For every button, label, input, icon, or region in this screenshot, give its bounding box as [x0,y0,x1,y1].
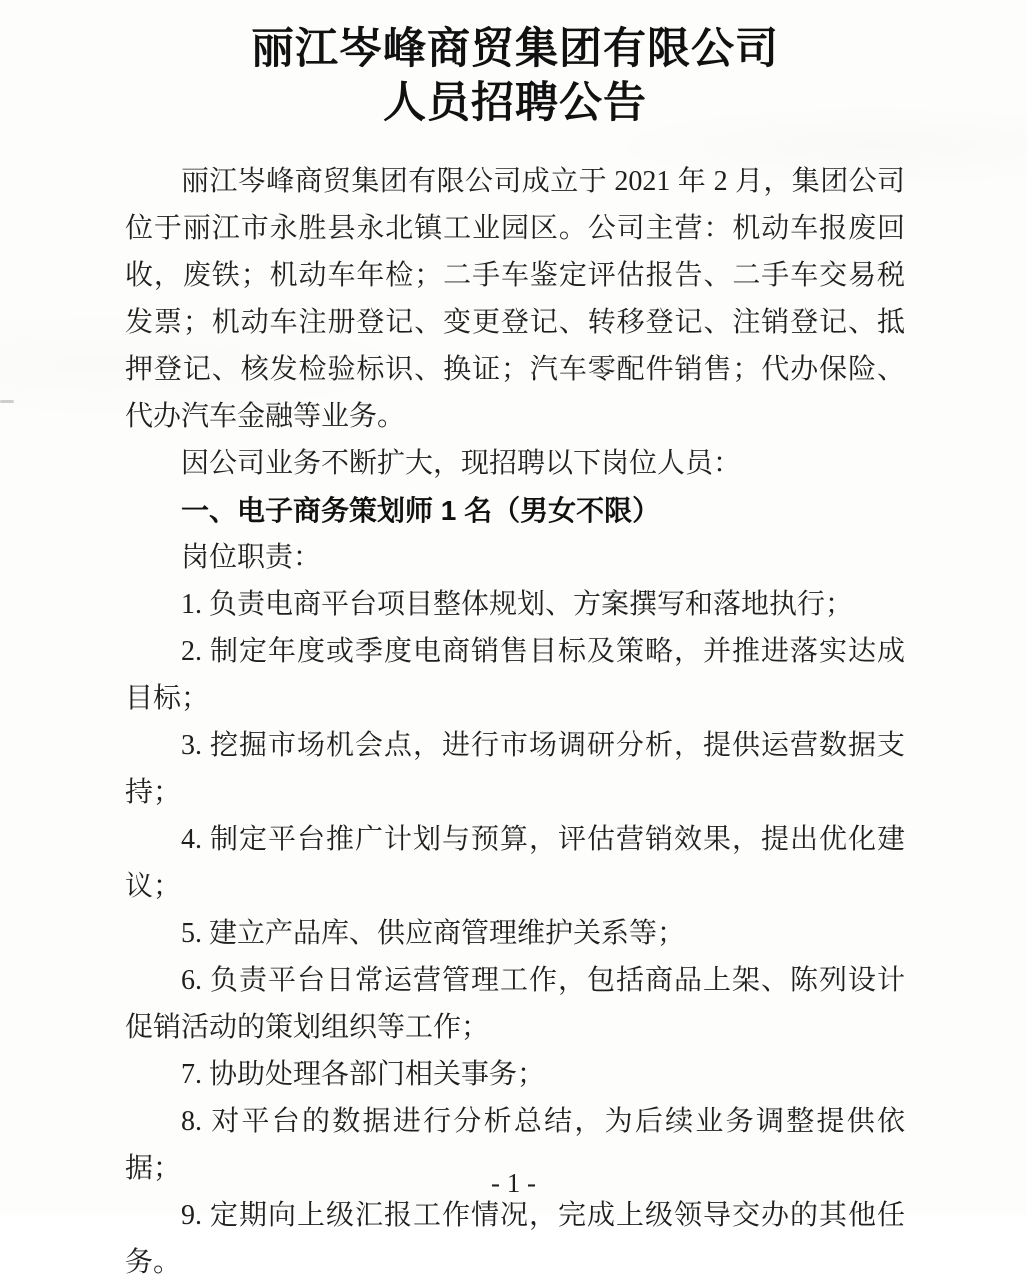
document-title [125,22,905,130]
paragraph-duties-label: 岗位职责： [181,542,322,573]
duty-item-2: 2. 制定年度或季度电商销售目标及策略，并推进落实达成目标； [125,636,905,714]
scan-artifact [0,400,14,403]
document-title-line-1: 丽江岑峰商贸集团有限公司 [251,25,779,73]
duty-item-3: 3. 挖掘市场机会点，进行市场调研分析，提供运营数据支持； [125,730,905,808]
duty-item-5: 5. 建立产品库、供应商管理维护关系等； [181,918,686,949]
document-content [125,158,905,1286]
page-number: - 1 - [491,1168,536,1198]
paragraph-company-intro: 丽江岑峰商贸集团有限公司成立于 2021 年 2 月，集团公司位于丽江市永胜县永北镇工业园区。公司主营：机动车报废回收，废铁；机动车年检；二手车鉴定评估报告、二手车交易税发票；机动车注册登记、变更登记、转移登记、注销登记、抵押登记、核发检验标识、换证；汽车零配件销售；代办保险、代办汽车金融等业务。 [125,166,905,432]
duty-item-6: 6. 负责平台日常运营管理工作，包括商品上架、陈列设计促销活动的策划组织等工作； [125,965,905,1043]
duty-item-4: 4. 制定平台推广计划与预算，评估营销效果，提出优化建议； [125,824,905,902]
duty-item-9: 9. 定期向上级汇报工作情况，完成上级领导交办的其他任务。 [125,1200,905,1278]
duty-item-7: 7. 协助处理各部门相关事务； [181,1059,546,1090]
paragraph-recruit-intro: 因公司业务不断扩大，现招聘以下岗位人员： [181,448,742,479]
duty-item-1: 1. 负责电商平台项目整体规划、方案撰写和落地执行； [181,589,854,620]
duty-item-8: 8. 对平台的数据进行分析总结，为后续业务调整提供依据； [125,1106,905,1184]
section-heading-position: 一、电子商务策划师 1 名（男女不限） [181,495,661,526]
document-title-line-2: 人员招聘公告 [383,79,647,127]
